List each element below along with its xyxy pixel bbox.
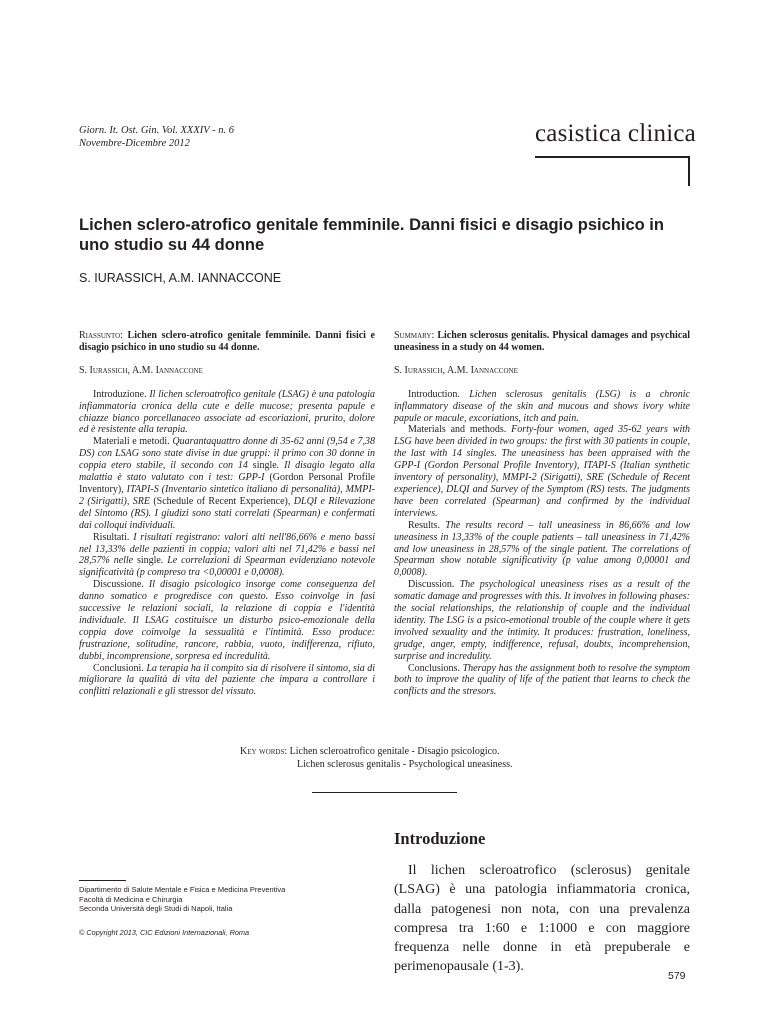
affiliation-university: Seconda Università degli Studi di Napoli, Italia	[79, 904, 233, 913]
riassunto-text: (Gordon Personal Profile Inventory),	[79, 472, 375, 495]
riassunto-text: DLQI e Rilevazione del Sintomo (RS). I giudizi sono stati correlati (Spearman) e confermati dai colloqui individuali.	[79, 495, 375, 531]
riassunto-text: Il lichen scleroatrofico genitale (LSAG) è una patologia infiammatoria cronica della cute e delle mucose; presenta papule e chiazze bianco porcellanaceo associate ad escoriazioni, prurito, dolore ed è resistente alla terapia.	[79, 388, 375, 436]
summary-column: Summary: Lichen sclerosus genitalis. Physical damages and psychical uneasiness in a study on 44 women. S. Iurassich, A.M. Iannaccone Introduction. Lichen sclerosus genitalis (LSG) is a chronic inflammatory disease of the skin and mucous and shows ivory white papule or macule, excoriations, itch and pain. Materials and methods. Forty-four women, aged 35-62 years with LSG have been divided in two groups: the first with 30 patients in couple, the last with 14 singles. The uneasiness has been appraised with the GPP-I (Gordon Personal Profile Inventory), ITAPI-S (Italian synthetic inventory of personality), MMPI-2 (Sirigatti), SRE (Schedule of Recent experience), DLQI and Survey of the Symptom (RS) tests. The judgments have been correlated (Spearman) and confirmed by the individual interviews. Results. The results record – tall uneasiness in 86,66% and low uneasiness in 13,33% of the couple patients – tall uneasiness in 71,42% and low uneasiness in 28,57% of the single patient. The correlations of Spearman show notable significativity (p value among 0,00001 and 0,0008). Discussion. The psychological uneasiness rises as a result of the somatic damage and progresses with this. It involves in following phases: the social relationships, the relationship of couple and the individual identity. The LSG is a psico-emotional trouble of the couple where it gets involved sexuality and the intimity. It produces: frustration, loneliness, grudge, anger, empty, indifference, refusal, doubts, incomprehension, surprise and incredulity. Conclusions. Therapy has the assignment both to resolve the symptom both to improve the quality of life of the patient that learns to check the conflicts and the stresors.	[394, 330, 691, 698]
summary-paragraph	[394, 663, 690, 699]
summary-paragraph	[394, 520, 690, 580]
riassunto-paragraph	[79, 532, 375, 580]
summary-section-label: Results.	[408, 519, 446, 531]
summary-paragraph	[394, 579, 690, 662]
introduction-body	[394, 861, 690, 977]
riassunto-body	[79, 389, 375, 699]
page-number: 579	[668, 970, 686, 982]
riassunto-label: Riassunto	[79, 330, 121, 341]
summary-section-label: Introduction.	[408, 388, 470, 400]
footnote-rule	[79, 880, 126, 881]
summary-paragraph	[394, 424, 690, 519]
introduction-text: Il lichen scleroatrofico (	[408, 863, 576, 878]
riassunto-text: single	[247, 460, 277, 472]
summary-authors: S. Iurassich, A.M. Iannaccone	[394, 364, 518, 376]
riassunto-text: . Il disagio legato alla malattia è stato valutato con i test: GPP-I	[79, 460, 375, 484]
summary-text: Therapy has the assignment both to resolve the symptom both to improve the quality of life of the patient that learns to check the conflicts and the stresors.	[394, 662, 690, 698]
summary-section-label: Conclusions.	[408, 662, 463, 674]
summary-section-label: Materials and methods.	[408, 424, 512, 436]
summary-text: The psychological uneasiness rises as a result of the somatic damage and progresses with this. It involves in following phases: the social relationships, the relationship of couple and the individual identity. The LSG is a psico-emotional trouble of the couple where it gets involved sexuality and the intimity. It produces: frustration, loneliness, grudge, anger, empty, indifference, refusal, doubts, incomprehension, surprise and incredulity.	[394, 579, 690, 662]
riassunto-paragraph	[79, 389, 375, 437]
copyright-notice: © Copyright 2013, CIC Edizioni Internazionali, Roma	[79, 928, 250, 937]
riassunto-paragraph	[79, 436, 375, 531]
journal-issue-date: Novembre-Dicembre 2012	[79, 138, 190, 149]
riassunto-section-label: Risultati.	[93, 531, 134, 543]
summary-text: The results record – tall uneasiness in 86,66% and low uneasiness in 13,33% of the couple patients – tall uneasiness in 71,42% and low uneasiness in 28,57% of the single patient. The correlations of Spearman show notable significativity (p value among 0,00001 and 0,0008).	[394, 519, 690, 579]
affiliation-faculty: Facoltà di Medicina e Chirurgia	[79, 894, 183, 904]
affiliation-department: Dipartimento di Salute Mentale e Fisica e Medicina Preventiva	[79, 885, 286, 894]
riassunto-title: Lichen sclero-atrofico genitale femminile. Danni fisici e disagio psichico in uno studio su 44 donne.	[79, 330, 375, 353]
introduction-text: ) genitale (LSAG) è una patologia infiammatoria cronica, dalla patogenesi non nota, con una prevalenza compresa tra 1:60 e 1:1000 e con maggiore frequenza nelle donne in età prepuberale e perimenopausale (1-3).	[394, 863, 690, 975]
riassunto-paragraph	[79, 579, 375, 662]
section-rule-horizontal	[535, 156, 689, 158]
riassunto-text: La terapia ha il compito sia di risolvere il sintomo, sia di migliorare la qualità di vita del paziente che impara a controllare i conflitti relazionali e gli	[79, 662, 375, 698]
introduction-text: sclerosus	[575, 863, 627, 878]
summary-body	[394, 389, 690, 699]
summary-paragraph	[394, 389, 690, 425]
section-rule-vertical	[688, 156, 690, 186]
summary-text: Lichen sclerosus genitalis (LSG) is a chronic inflammatory disease of the skin and mucous and shows ivory white papule or macule, excoriations, itch and pain.	[394, 388, 690, 424]
affiliation-footnote	[79, 885, 285, 914]
summary-title: Lichen sclerosus genitalis. Physical damages and psychical uneasiness in a study on 44 women.	[394, 330, 690, 353]
riassunto-text: I risultati registrano: valori alti nell'86,66% e meno bassi nel 13,33% delle pazienti in coppia; valori alti nel 71,42% e bassi nel 28,57% nelle	[79, 531, 375, 567]
riassunto-column: Riassunto: Lichen sclero-atrofico genitale femminile. Danni fisici e disagio psichico in uno studio su 44 donne. S. Iurassich, A.M. Iannaccone Introduzione. Il lichen scleroatrofico genitale (LSAG) è una patologia infiammatoria cronica della cute e delle mucose; presenta papule e chiazze bianco porcellanaceo associate ad escoriazioni, prurito, dolore ed è resistente alla terapia. Materiali e metodi. Quarantaquattro donne di 35-62 anni (9,54 e 7,38 DS) con LSAG sono state divise in due gruppi: il primo con 30 donne in coppia etero stabile, il secondo con 14 single. Il disagio legato alla malattia è stato valutato con i test: GPP-I (Gordon Personal Profile Inventory), ITAPI-S (Inventario sintetico italiano di personalità), MMPI-2 (Sirigatti), SRE (Schedule of Recent Experience), DLQI e Rilevazione del Sintomo (RS). I giudizi sono stati correlati (Spearman) e confermati dai colloqui individuali. Risultati. I risultati registrano: valori alti nell'86,66% e meno bassi nel 13,33% delle pazienti in coppia; valori alti nel 71,42% e bassi nel 28,57% nelle single. Le correlazioni di Spearman evidenziano notevole significatività (p compreso tra <0,00001 e 0,0008). Discussione. Il disagio psicologico insorge come conseguenza del danno somatico e progredisce con questo. Esso coinvolge in fasi successive le relazioni sociali, la relazione di coppia e l'identità individuale. Il LSAG costituisce un disturbo psico-emozionale della coppia dove coinvolge la sessualità e l'intimità. Esso produce: frustrazione, solitudine, rancore, rabbia, vuoto, indifferenza, rifiuto, dubbi, incomprensione, sorpresa ed incredulità. Conclusioni. La terapia ha il compito sia di risolvere il sintomo, sia di migliorare la qualità di vita del paziente che impara a controllare i conflitti relazionali e gli stressor del vissuto.	[79, 330, 376, 698]
riassunto-text: stressor	[175, 686, 209, 698]
riassunto-authors: S. Iurassich, A.M. Iannaccone	[79, 364, 203, 376]
article-title: Lichen sclero-atrofico genitale femminile. Danni fisici e disagio psichico in uno studio su 44 donne	[79, 216, 664, 254]
divider-rule	[312, 792, 457, 793]
riassunto-section-label: Discussione.	[93, 579, 149, 591]
riassunto-section-label: Materiali e metodi.	[93, 436, 173, 448]
article-authors: S. IURASSICH, A.M. IANNACCONE	[79, 271, 282, 285]
section-title: casistica clinica	[535, 120, 696, 147]
riassunto-text: single	[133, 555, 161, 567]
riassunto-text: Quarantaquattro donne di 35-62 anni (9,54 e 7,38 DS) con LSAG sono state divise in due gruppi: il primo con 30 donne in coppia etero stabile, il secondo con 14	[79, 436, 375, 472]
journal-volume: Giorn. It. Ost. Gin. Vol. XXXIV - n. 6	[79, 125, 234, 136]
riassunto-paragraph	[79, 663, 375, 699]
riassunto-section-label: Conclusioni.	[93, 662, 147, 674]
riassunto-text: del vissuto.	[208, 686, 257, 698]
summary-text: Forty-four women, aged 35-62 years with LSG have been divided in two groups: the first with 30 patients in couple, the last with 14 singles. The uneasiness has been appraised with the GPP-I (Gordon Personal Profile Inventory), ITAPI-S (Italian synthetic inventory of personality), MMPI-2 (Sirigatti), SRE (Schedule of Recent experience), DLQI and Survey of the Symptom (RS) tests. The judgments have been correlated (Spearman) and confirmed by the individual interviews.	[394, 424, 691, 519]
riassunto-text: ITAPI-S (Inventario sintetico italiano di personalità), MMPI-2 (Sirigatti), SRE	[79, 483, 375, 507]
introduction-heading: Introduzione	[394, 829, 486, 848]
keywords-block: Key words: Lichen scleroatrofico genitale - Disagio psicologico. Lichen sclerosus genitalis - Psychological uneasiness.	[240, 746, 513, 770]
riassunto-text: Il disagio psicologico insorge come conseguenza del danno somatico e progredisce con questo. Esso coinvolge in fasi successive le relazioni sociali, la relazione di coppia e l'identità individuale. Il LSAG costituisce un disturbo psico-emozionale della coppia dove coinvolge la sessualità e l'intimità. Esso produce: frustrazione, solitudine, rancore, rabbia, vuoto, indifferenza, rifiuto, dubbi, incomprensione, sorpresa ed incredulità.	[79, 579, 375, 662]
riassunto-text: . Le correlazioni di Spearman evidenziano notevole significatività (p compreso tra <0,00001 e 0,0008).	[79, 555, 376, 579]
keywords-label: Key words	[240, 746, 285, 757]
summary-section-label: Discussion.	[408, 579, 460, 591]
riassunto-section-label: Introduzione.	[93, 388, 150, 400]
riassunto-text: (Schedule of Recent Experience),	[149, 495, 294, 507]
keywords-italian: Lichen scleroatrofico genitale - Disagio psicologico.	[289, 746, 500, 757]
summary-label: Summary	[394, 330, 432, 341]
keywords-english: Lichen sclerosus genitalis - Psychological uneasiness.	[297, 758, 513, 770]
journal-citation	[79, 124, 234, 150]
